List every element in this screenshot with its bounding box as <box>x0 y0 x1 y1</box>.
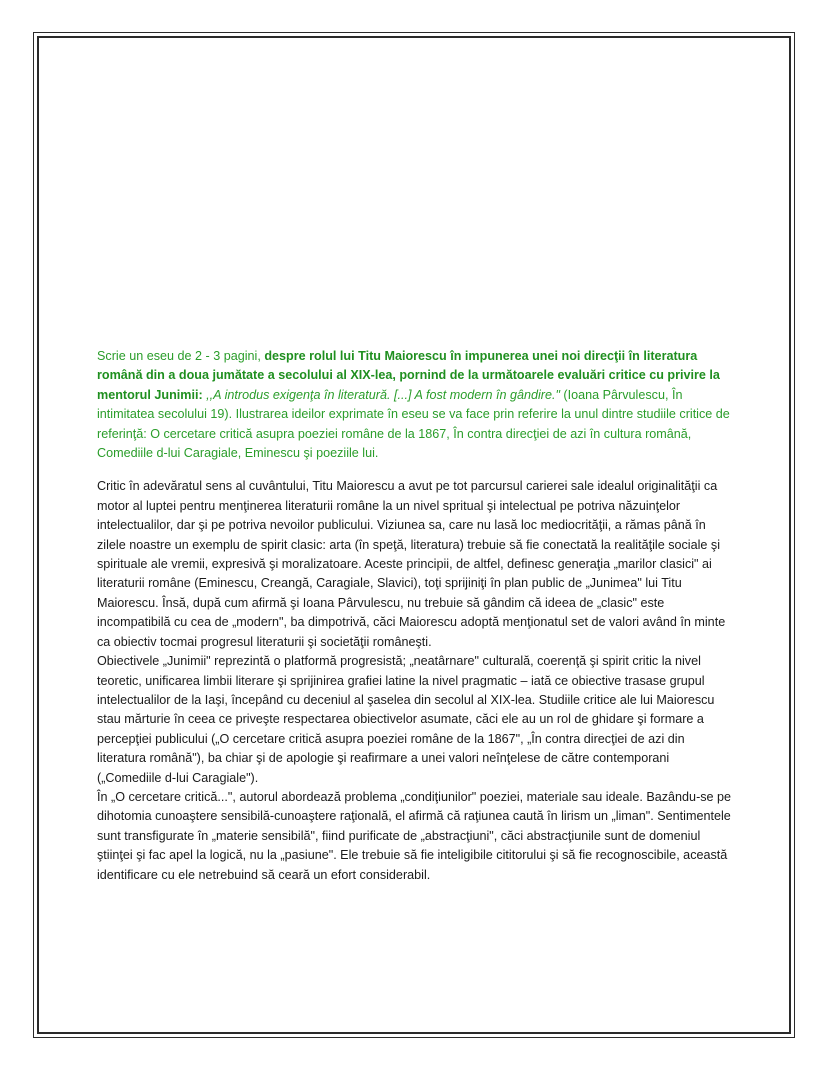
prompt-quote: ,,A introdus exigenţa în literatură. [...] A fost modern în gândire." <box>206 387 560 402</box>
prompt-topic: despre rolul lui Titu Maiorescu în impunerea unei noi direcţii în literatura română din a doua jumătate a secolului al XIX-lea, pornind de la următoarele evaluări critice cu privire la <box>97 349 720 383</box>
essay-paragraph: Obiectivele „Junimii" reprezintă o platformă progresistă; „neatârnare" culturală, coerenţă şi spirit critic la nivel teoretic, unificarea limbii literare şi sprijinirea grafiei latine la nivel pragmatic – iată ce obiective trasase grupul intelectualilor de la Iaşi, începând cu deceniul al şaselea din secolul al XIX-lea. Studiile critice ale lui Maiorescu stau mărturie în ceea ce priveşte respectarea obiectivelor asumate, căci ele au un rol de ghidare şi formare a percepţiei publicului („O cercetare critică asupra poeziei române de la 1867", „În contra direcţiei de azi din literatura română"), ba chiar şi de apologie şi reafirmare a unei valori neînţelese de către contemporani („Comediile d-lui Caragiale"). <box>97 654 715 785</box>
prompt-intro: Scrie un eseu de 2 - 3 pagini, <box>97 349 265 363</box>
prompt-mentor: mentorul Junimii: <box>97 387 207 402</box>
essay-body <box>97 477 737 885</box>
essay-prompt <box>97 347 737 463</box>
essay-paragraph: În „O cercetare critică...", autorul abordează problema „condiţiunilor" poeziei, materiale sau ideale. Bazându-se pe dihotomia cunoaştere sensibilă-cunoaştere raţională, el afirmă că raţiunea caută în lirism un „liman". Sentimentele sunt transfigurate în „materie sensibilă", fiind purificate de „abstracţiuni", căci abstracţiunile sunt de domeniul ştiinţei şi fac apel la logică, nu la „pasiune". Ele trebuie să fie inteligibile cititorului şi să fie recognoscibile, această identificare cu ele netrebuind să ceară un efort considerabil. <box>97 789 732 882</box>
essay-paragraph: Critic în adevăratul sens al cuvântului, Titu Maiorescu a avut pe tot parcursul carierei sale idealul originalităţii ca motor al luptei pentru menţinerea literaturii române la un nivel spritual şi intelectual pe potriva năzuinţelor intelectualilor, dar şi pe potriva nevoilor publicului. Viziunea sa, care nu lasă loc mediocrităţii, a rămas până în zilele noastre un exemplu de spirit clasic: arta (în speţă, literatura) trebuie să fie conectată la realităţile sociale şi spirituale ale vremii, expresivă şi moralizatoare. Aceste principii, de altfel, definesc generaţia „marilor clasici" ai literaturii române (Eminescu, Creangă, Caragiale, Slavici), toţi sprijiniţi în plan public de „Junimea" lui Titu Maiorescu. Însă, după cum afirmă şi Ioana Pârvulescu, nu trebuie să gândim că ideea de „clasic" este incompatibilă cu cea de „modern", ba dimpotrivă, căci Maiorescu adoptă menţionatul set de valori având în minte ca obiectiv tocmai progresul literaturii şi societăţii româneşti. <box>97 479 726 649</box>
prompt-rest: (Ioana Pârvulescu, În intimitatea secolului 19). Ilustrarea ideilor exprimate în eseu se va face prin referire la unul dintre studiile critice de referinţă: O cercetare critică asupra poeziei române de la 1867, În contra direcţiei de azi în cultura română, Comediile d-lui Caragiale, Eminescu şi poeziile lui. <box>97 387 730 461</box>
document-content <box>97 347 737 885</box>
